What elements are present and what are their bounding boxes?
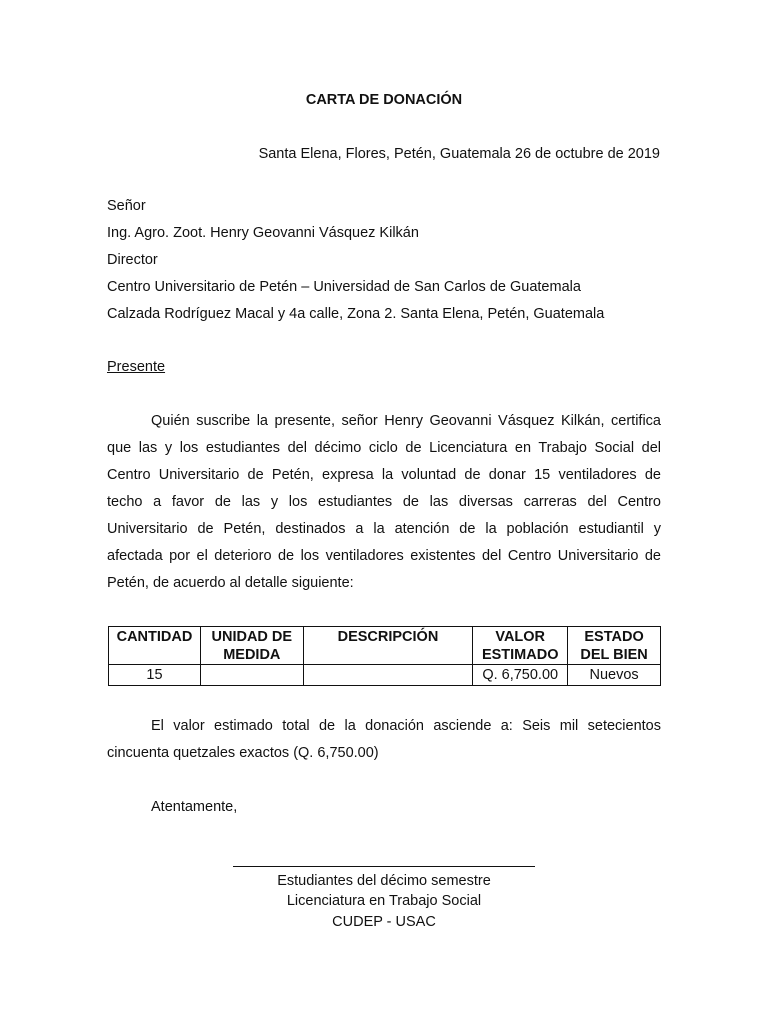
table-header-row	[109, 627, 661, 665]
cell-estado-bien: Nuevos	[568, 665, 661, 686]
place-date: Santa Elena, Flores, Petén, Guatemala 26 de octubre de 2019	[258, 146, 660, 162]
header-descripcion: DESCRIPCIÓN	[303, 627, 473, 665]
total-paragraph	[107, 713, 661, 767]
total-line: El valor estimado total de la donación asciende a: Seis mil setecientos	[151, 718, 661, 734]
signature-line-1: Estudiantes del décimo semestre	[277, 873, 491, 889]
header-estado-bien: ESTADO DEL BIEN	[568, 627, 661, 665]
donation-table	[108, 626, 661, 686]
recipient-name: Ing. Agro. Zoot. Henry Geovanni Vásquez Kilkán	[107, 225, 419, 241]
letter-title: CARTA DE DONACIÓN	[305, 92, 463, 108]
recipient-institution: Centro Universitario de Petén – Universidad de San Carlos de Guatemala	[107, 279, 581, 295]
total-line: cincuenta quetzales exactos (Q. 6,750.00)	[107, 745, 379, 761]
header-unidad-medida: UNIDAD DE MEDIDA	[200, 627, 303, 665]
body-line: Petén, de acuerdo al detalle siguiente:	[107, 575, 354, 591]
body-line: techo a favor de las y los estudiantes de las diversas carreras del Centro	[107, 494, 661, 510]
body-line: que las y los estudiantes del décimo ciclo de Licenciatura en Trabajo Social del	[107, 440, 661, 456]
signature-line-2: Licenciatura en Trabajo Social	[286, 893, 482, 909]
recipient-address: Calzada Rodríguez Macal y 4a calle, Zona 2. Santa Elena, Petén, Guatemala	[107, 306, 605, 322]
header-valor-estimado: VALOR ESTIMADO	[473, 627, 568, 665]
body-line: afectada por el deterioro de los ventiladores existentes del Centro Universitario de	[107, 548, 661, 564]
table-row	[109, 665, 661, 686]
presente-heading: Presente	[107, 359, 166, 375]
header-cantidad: CANTIDAD	[109, 627, 201, 665]
body-line: Centro Universitario de Petén, expresa la voluntad de donar 15 ventiladores de	[107, 467, 661, 483]
signature-line	[233, 858, 535, 867]
body-paragraph	[107, 408, 661, 597]
closing-text: Atentamente,	[151, 799, 238, 815]
cell-cantidad: 15	[109, 665, 201, 686]
cell-valor-estimado: Q. 6,750.00	[473, 665, 568, 686]
body-line: Universitario de Petén, destinados a la atención de la población estudiantil y	[107, 521, 661, 537]
cell-unidad-medida	[200, 665, 303, 686]
signature-line-3: CUDEP - USAC	[332, 914, 436, 930]
recipient-position: Director	[107, 252, 158, 268]
body-line: Quién suscribe la presente, señor Henry Geovanni Vásquez Kilkán, certifica	[151, 413, 661, 429]
cell-descripcion	[303, 665, 473, 686]
recipient-salutation: Señor	[107, 198, 146, 214]
